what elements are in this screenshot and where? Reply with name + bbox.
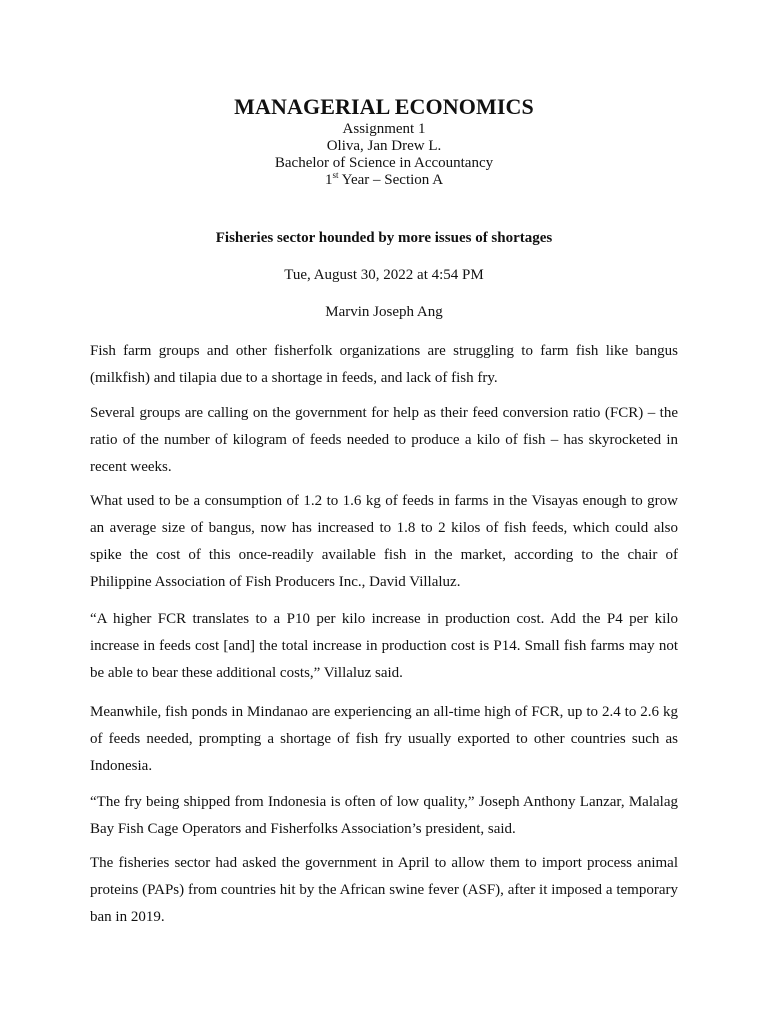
document-header — [0, 93, 768, 189]
program-name: Bachelor of Science in Accountancy — [274, 155, 494, 171]
student-name: Oliva, Jan Drew L. — [326, 138, 442, 154]
article-title: Fisheries sector hounded by more issues of shortages — [215, 230, 553, 246]
year-number: 1 — [324, 172, 333, 188]
body-paragraph: Several groups are calling on the government for help as their feed conversion ratio (FCR) – the ratio of the number of kilogram of feeds needed to produce a kilo of fish – has skyrocketed in recent weeks. — [90, 405, 678, 475]
body-paragraph: Meanwhile, fish ponds in Mindanao are experiencing an all-time high of FCR, up to 2.4 to 2.6 kg of feeds needed, prompting a shortage of fish fry usually exported to other countries such as Indonesia. — [90, 704, 678, 774]
body-paragraph: “The fry being shipped from Indonesia is often of low quality,” Joseph Anthony Lanzar, Malalag Bay Fish Cage Operators and Fisherfolks Association’s president, said. — [90, 794, 678, 837]
body-paragraph: “A higher FCR translates to a P10 per kilo increase in production cost. Add the P4 per kilo increase in feeds cost [and] the total increase in production cost is P14. Small fish farms may not be able to bear these additional costs,” Villaluz said. — [90, 611, 678, 681]
body-paragraph: Fish farm groups and other fisherfolk organizations are struggling to farm fish like bangus (milkfish) and tilapia due to a shortage in feeds, and lack of fish fry. — [90, 343, 678, 386]
year-suffix: st — [332, 170, 339, 180]
document-title: MANAGERIAL ECONOMICS — [234, 94, 534, 119]
year-section-rest: Year – Section A — [338, 172, 444, 188]
article-author: Marvin Joseph Ang — [325, 304, 443, 320]
assignment-label: Assignment 1 — [342, 121, 426, 137]
year-section — [0, 172, 768, 189]
body-paragraph: The fisheries sector had asked the government in April to allow them to import process animal proteins (PAPs) from countries hit by the African swine fever (ASF), after it imposed a temporary ban in 2019. — [90, 855, 678, 925]
article-date: Tue, August 30, 2022 at 4:54 PM — [284, 267, 484, 283]
body-paragraph: What used to be a consumption of 1.2 to 1.6 kg of feeds in farms in the Visayas enough to grow an average size of bangus, now has increased to 1.8 to 2 kilos of fish feeds, which could also spike the cost of this once-readily available fish in the market, according to the chair of Philippine Association of Fish Producers Inc., David Villaluz. — [90, 493, 678, 590]
